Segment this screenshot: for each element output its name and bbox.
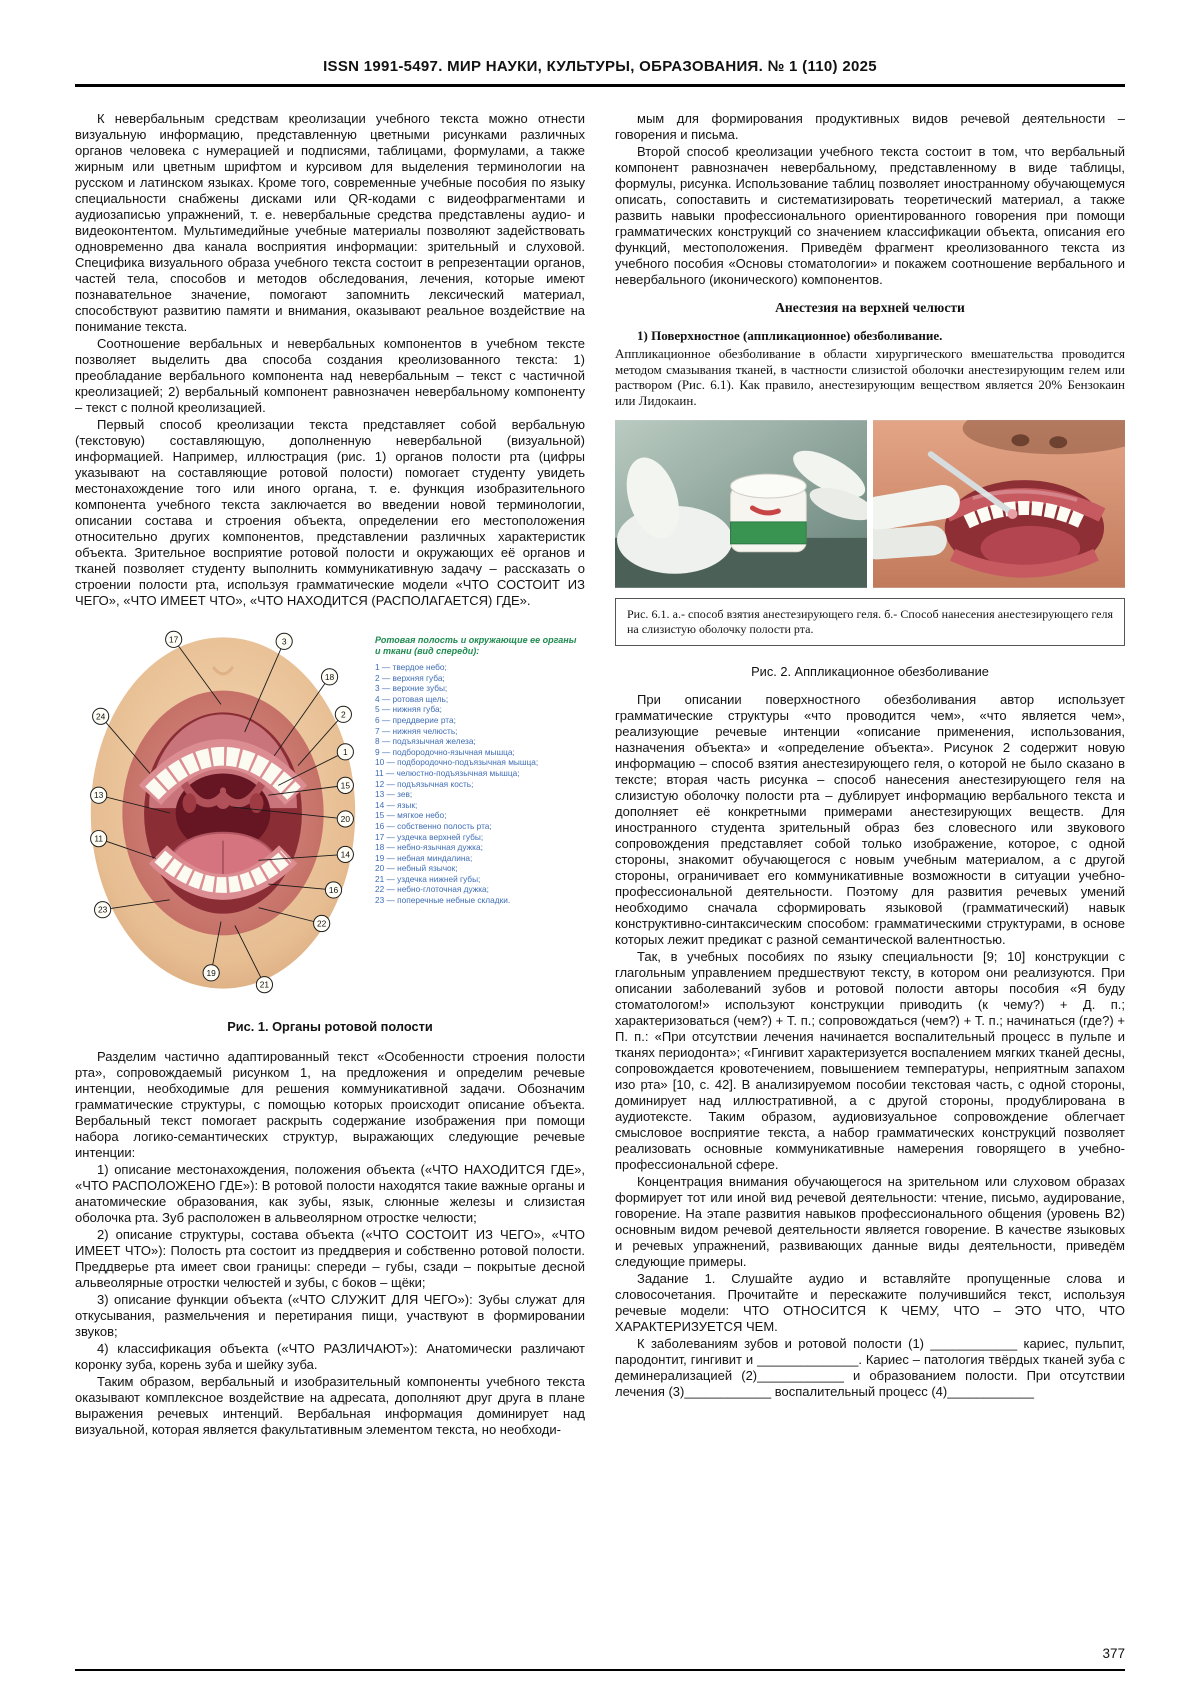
paragraph: Второй способ креолизации учебного текста состоит в том, что вербальный компонент равнозначен невербальному, представленному в виде таблицы, формулы, рисунка. Использование таблиц позволяет иностранному обучающемуся описать, сопоставить и систематизировать теоретический материал, а также развить навыки профессионального ориентированного говорения при помощи грамматических конструкций со значением классификации объекта, описания его функций, местоположения. Приведём фрагмент креолизованного текста из учебного пособия «Основы стоматологии» и покажем соотношение вербального и невербального (иконического) компонентов. [615, 144, 1125, 287]
figure-1-caption: Рис. 1. Органы ротовой полости [227, 1019, 433, 1034]
callout-number: 20 [340, 813, 351, 824]
figure-1-legend [375, 619, 581, 1007]
callout-number: 22 [317, 918, 327, 929]
left-column [75, 111, 585, 1611]
textbook-fragment [615, 300, 1125, 646]
figure-1-legend-title: Ротовая полость и окружающие ее органы и ткани (вид спереди): [375, 635, 577, 656]
paragraph: Таким образом, вербальный и изобразительный компоненты учебного текста оказывают комплексное воздействие на адресата, дополняют друг друга в плане выражения речевых интенций. Вербальная информация доминирует над визуальной, которая является факультативным элементом текста, но необходи- [75, 1374, 585, 1437]
applicator-tip [1007, 509, 1017, 519]
uvula [216, 795, 230, 809]
callout-number: 21 [259, 979, 270, 990]
tonsil-left [183, 793, 197, 813]
left-paragraphs-top [75, 111, 585, 609]
paragraph: 4) классификация объекта («ЧТО РАЗЛИЧАЮТ»): Анатомически различают коронку зуба, корень зуба и шейку зуба. [75, 1341, 585, 1372]
legend-item: 21 — уздечка нижней губы; [375, 873, 481, 884]
nostril-right [1049, 437, 1067, 449]
legend-item: 17 — уздечка верхней губы; [375, 831, 484, 842]
callout-number: 14 [340, 849, 351, 860]
photo-anesthetic-gel-jar [615, 420, 867, 588]
figure-1 [75, 619, 585, 1007]
paragraph: Разделим частично адаптированный текст «Особенности строения полости рта», сопровождаемый рисунком 1, на предложения и определим речевые интенции, необходимые для решения коммуникативной задачи. Обозначим грамматические структуры, с помощью которых происходит описание объекта. Вербальный текст помогает раскрыть содержание изображения при помощи набора логико-семантических структур, выражающих следующие речевые интенции: [75, 1049, 585, 1160]
callout-number: 3 [281, 636, 287, 647]
callout-number: 15 [340, 780, 351, 791]
page-number: 377 [1102, 1646, 1125, 1661]
callout-number: 17 [169, 634, 179, 645]
legend-item: 22 — небно-глоточная дужка; [375, 884, 489, 895]
paragraph: К невербальным средствам креолизации учебного текста можно отнести визуальную информацию, представленную цветными рисунками различных органов человека с нумерацией и подписями, таблицами, формулами, а также жирным или цветным шрифтом и курсивом для выделения терминологии на русском и латинском языках. Кроме того, современные учебные пособия по языку специальности снабжены дисками или QR-кодами с видеофрагментами и аудиозаписью упражнений, т. е. невербальные средства представлены аудио- и видеоконтентом. Мультимедийные учебные материалы позволяют задействовать одновременно два канала восприятия информации: зрительный и слуховой. Специфика визуального образа учебного текста состоит в репрезентации органов, частей тела, способов и методов обследования, лечения, которые имеют познавательное значение, помогают запомнить лексический материал, способствуют развитию памяти и внимания, оказывают реальное воздействие на понимание текста. [75, 111, 585, 334]
callout-number: 24 [95, 711, 106, 722]
callout-number: 23 [97, 904, 108, 915]
paragraph: мым для формирования продуктивных видов речевой деятельности – говорения и письма. [615, 111, 1125, 142]
paragraph: Концентрация внимания обучающегося на зрительном или слуховом образах формирует тот или иной вид речевой деятельности: чтение, письмо, аудирование, говорение. На этапе развития навыков профессионального общения (уровень B2) основным видом речевой деятельности является говорение. В качестве языковых и речевых упражнений, развивающих данные виды деятельности, приведём следующие примеры. [615, 1174, 1125, 1270]
legend-item: 18 — небно-язычная дужка; [375, 842, 483, 853]
oral-cavity-diagram [75, 619, 371, 1007]
left-paragraphs-bottom [75, 1049, 585, 1438]
footer-rule [75, 1669, 1125, 1671]
legend-item: 12 — подъязычная кость; [375, 778, 474, 789]
paragraph: При описании поверхностного обезболивания автор использует грамматические структуры «что проводится чем», «что является чем», реализующие речевые интенции «описание применения, использования, назначения объекта» и «определение объекта». Рисунок 2 содержит новую информацию – способ взятия анестезирующего геля, о которой не было сказано в тексте; вторая часть рисунка – способ нанесения анестезирующего геля на слизистую оболочку полости рта – дублирует информацию вербального текста и дополняет её конкретными примерами анестезирующих веществ. Для иностранного студента зрительный образ без словесного или звукового сопровождения представляет собой только изображение, которое, с одной стороны, знакомит обучающегося с новым учебным материалом, а с другой стороны, ограничивает его коммуникативные возможности в ситуации учебно-профессиональной деятельности. Поэтому для развития речевых умений необходимо сначала сформировать языковой (грамматический) навык конструктивно-синтаксическим способом: грамматическими структурами, в основе которых лежит предикат с разной семантической валентностью. [615, 692, 1125, 948]
callout-number: 19 [206, 967, 216, 978]
legend-item: 13 — зев; [375, 789, 413, 800]
journal-header: ISSN 1991-5497. МИР НАУКИ, КУЛЬТУРЫ, ОБРАЗОВАНИЯ. № 1 (110) 2025 [323, 58, 877, 75]
paragraph: Первый способ креолизации текста представляет собой вербальную (текстовую) составляющую, дополненную невербальной (визуальной) информацией. Например, иллюстрация (рис. 1) органов полости рта (цифры указывают на составляющие ротовой полости) помогает студенту увидеть местонахождение того или иного органа, т. е. функция изобразительного компонента учебного текста заключается во введении новой терминологии, описании состава и строения объекта, определении его местоположения относительно других компонентов, представлении различных характеристик объекта. Зрительное восприятие ротовой полости и окружающих её органов и тканей позволяет студенту выполнить коммуникативную задачу – рассказать о строении полости рта, используя грамматические модели «ЧТО СОСТОИТ ИЗ ЧЕГО», «ЧТО ИМЕЕТ ЧТО», «ЧТО НАХОДИТСЯ (РАСПОЛАГАЕТСЯ) ГДЕ». [75, 417, 585, 608]
paragraph: 2) описание структуры, состава объекта («ЧТО СОСТОИТ ИЗ ЧЕГО», «ЧТО ИМЕЕТ ЧТО»): Полость рта состоит из преддверия и собственно ротовой полости. Преддверье рта имеет свои границы: спереди – губы, сзади – покрытые десной альвеолярные отростки челюстей и зубы, с боков – щёки; [75, 1227, 585, 1290]
page-footer [75, 1646, 1125, 1671]
paragraph: 3) описание функции объекта («ЧТО СЛУЖИТ ДЛЯ ЧЕГО»): Зубы служат для откусывания, размельчения и перетирания пищи, участвуют в формировании звуков; [75, 1292, 585, 1339]
two-column-layout [75, 111, 1125, 1611]
figure-1-legend-items [375, 662, 581, 906]
figure-2-photos [615, 420, 1125, 588]
legend-item: 4 — ротовая щель; [375, 693, 449, 704]
header-rule [75, 84, 1125, 87]
legend-item: 5 — нижняя губа; [375, 704, 442, 715]
paragraph: Задание 1. Слушайте аудио и вставляйте пропущенные слова и словосочетания. Прочитайте и перескажите получившийся текст, используя речевые модели: ЧТО ОТНОСИТСЯ К ЧЕМУ, ЧТО – ЭТО ЧТО, ЧТО ХАРАКТЕРИЗУЕТСЯ ЧЕМ. [615, 1271, 1125, 1335]
legend-item: 23 — поперечные небные складки. [375, 895, 511, 906]
legend-item: 3 — верхние зубы; [375, 683, 448, 694]
paragraph: Соотношение вербальных и невербальных компонентов в учебном тексте позволяет выделить два способа создания креолизованного текста: 1) преобладание вербального компонента над невербальным – текст с частичной креолизацией; 2) вербальный компонент равнозначен невербальному компоненту – текст с полной креолизацией. [75, 336, 585, 415]
paragraph: К заболеваниям зубов и ротовой полости (1) ____________ кариес, пульпит, пародонтит, гингивит и ______________. Кариес – патология твёрдых тканей зуба с деминерализацией (2)____________ и образованием полости. При отсутствии лечения (3)____________ воспалительный процесс (4)____________ [615, 1336, 1125, 1400]
callout-number: 11 [94, 833, 104, 844]
legend-item: 15 — мягкое небо; [375, 810, 447, 821]
right-paragraphs-top [615, 111, 1125, 288]
callout-number: 16 [328, 884, 339, 895]
legend-item: 16 — собственно полость рта; [375, 820, 492, 831]
paragraph: Так, в учебных пособиях по языку специальности [9; 10] конструкции с глагольным управлением предшествуют тексту, в котором они реализуются. При описании заболеваний зубов и ротовой полости авторы пособия «Я буду стоматологом!» используют конструкции приводить (к чему?) + Д. п.; характеризоваться (чем?) + Т. п.; сопровождаться (чем?) + Т. п.; начинаться (где?) + П. п.: «При отсутствии лечения начинается воспалительный процесс в пульпе и тканях периодонта»; «Гингивит характеризуется воспалением мягких тканей десны, сопровождается кровотечением, повышением температуры, неприятным запахом изо рта» [10, с. 42]. В анализируемом пособии текстовая часть, с одной стороны, доминирует над иллюстративной, а с другой стороны, продублирована в аудиотексте. Таким образом, аудиовизуальное сопровождение облегчает смысловое восприятие текста, а набор грамматических конструкций позволяет реализовать основные коммуникативные намерения говорящего в учебно-профессиональной сфере. [615, 949, 1125, 1173]
fragment-subheading: 1) Поверхностное (аппликационное) обезболивание. [637, 328, 943, 343]
right-paragraphs-bottom [615, 692, 1125, 1400]
legend-item: 2 — верхняя губа; [375, 672, 445, 683]
nostril-left [1011, 435, 1029, 447]
fragment-heading: Анестезия на верхней челюсти [775, 300, 965, 315]
legend-item: 10 — подбородочно-подъязычная мышца; [375, 757, 539, 768]
legend-item: 6 — преддверие рта; [375, 714, 456, 725]
legend-item: 20 — небный язычок; [375, 863, 458, 874]
photo-gloss [615, 421, 867, 588]
fragment-body: Аппликационное обезболивание в области хирургического вмешательства проводится методом смазывания тканей, в частности слизистой оболочки анестезирующим гелем или раствором (Рис. 6.1). Как правило, анестезирующим веществом является 20% Бензокаин или Лидокаин. [615, 346, 1125, 408]
legend-item: 1 — твердое небо; [375, 662, 447, 672]
paragraph: 1) описание местонахождения, положения объекта («ЧТО НАХОДИТСЯ ГДЕ», «ЧТО РАСПОЛОЖЕНО ГДЕ»): В ротовой полости находятся такие важные органы и анатомические образования, как зубы, язык, слюнные железы и слизистая оболочка рта. Зуб расположен в альвеолярном отростке челюсти; [75, 1162, 585, 1225]
callout-number: 2 [341, 709, 346, 720]
photo-gel-application-mouth [873, 420, 1125, 588]
callout-number: 13 [94, 790, 104, 801]
callout-number: 18 [324, 671, 335, 682]
legend-item: 11 — челюстно-подъязычная мышца; [375, 767, 520, 778]
legend-item: 7 — нижняя челюсть; [375, 725, 458, 736]
figure-6-1-caption: Рис. 6.1. а.- способ взятия анестезирующего геля. б.- Способ нанесения анестезирующего геля на слизистую оболочку полости рта. [615, 598, 1125, 646]
callout-number: 1 [343, 746, 348, 757]
right-column [615, 111, 1125, 1611]
legend-item: 9 — подбородочно-язычная мышца; [375, 746, 515, 757]
figure-2-caption: Рис. 2. Аппликационное обезболивание [751, 664, 989, 680]
legend-item: 14 — язык; [375, 799, 418, 810]
legend-item: 8 — подъязычная железа; [375, 736, 476, 747]
legend-item: 19 — небная миндалина; [375, 852, 473, 863]
